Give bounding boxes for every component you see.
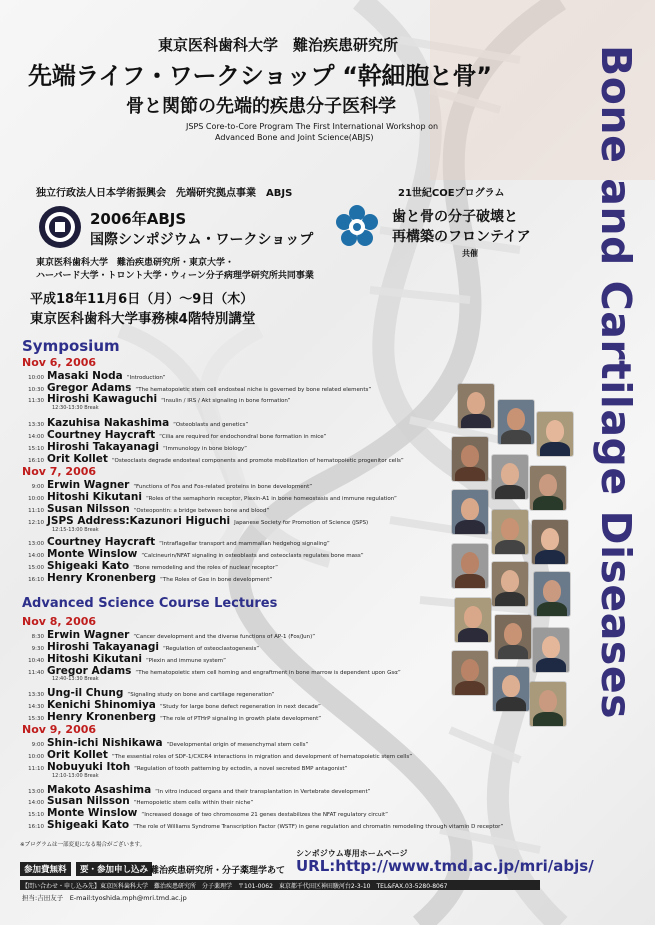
contact-email: 担当:吉田友子 E-mail:tyoshida.mph@mri.tmd.ac.jp <box>22 894 187 902</box>
face <box>461 659 479 681</box>
speaker-photo <box>458 384 494 428</box>
face <box>543 580 561 602</box>
shoulders <box>501 430 531 444</box>
speaker-name: Hiroshi Takayanagi <box>47 441 160 453</box>
face <box>541 528 559 550</box>
speaker-name: Hiroshi Takayanagi <box>47 641 160 653</box>
schedule-row <box>20 491 397 503</box>
speaker-name: Makoto Asashima <box>47 784 152 796</box>
talk-title: “Hemopoietic stem cells within their niche” <box>133 800 254 806</box>
schedule-row <box>20 515 368 527</box>
session-time: 11:30 <box>28 398 44 404</box>
session-time: 16:10 <box>28 577 44 583</box>
schedule-row <box>20 479 312 491</box>
shoulders <box>458 628 488 642</box>
coe-flower-icon <box>334 204 380 250</box>
session-time: 14:30 <box>28 704 44 710</box>
shoulders <box>495 592 525 606</box>
break-slot: 12:10-13:00 Break <box>52 773 99 779</box>
face <box>467 392 485 414</box>
speaker-name: Hiroshi Kawaguchi <box>47 393 158 405</box>
session-time: 8:30 <box>31 634 44 640</box>
speaker-photo <box>455 598 491 642</box>
session-time: 11:40 <box>28 670 44 676</box>
event-dates: 平成18年11月6日（月）〜9日（木） <box>30 292 254 307</box>
apply-to: 難治疾患研究所・分子薬理学あて <box>150 866 286 876</box>
session-time: 10:00 <box>28 496 44 502</box>
shoulders <box>533 496 563 510</box>
break-slot: 12:15-13:00 Break <box>52 527 99 533</box>
speaker-photo <box>537 412 573 456</box>
face <box>501 518 519 540</box>
coe-name-line2: 再構築のフロンテイア <box>392 229 531 245</box>
day-date: Nov 8, 2006 <box>22 615 97 628</box>
speaker-name: Hitoshi Kikutani <box>47 653 142 665</box>
session-time: 11:10 <box>28 766 44 772</box>
shoulders <box>537 602 567 616</box>
talk-title: “Regulation of tooth patterning by ectodin, a novel secreted BMP antagonist” <box>134 766 348 772</box>
talk-title: “Cancer development and the diverse functions of AP-1 (Fos/Jun)” <box>133 634 316 640</box>
break-slot: 12:30-13:30 Break <box>52 405 99 411</box>
url-label: シンポジウム専用ホームページ <box>296 849 408 858</box>
session-time: 13:00 <box>28 789 44 795</box>
speaker-name: Gregor Adams <box>47 665 132 677</box>
speaker-photo <box>495 615 531 659</box>
talk-title: “Cilia are required for endochondral bone formation in mice” <box>159 434 327 440</box>
speaker-name: Hitoshi Kikutani <box>47 491 142 503</box>
talk-title: Japanese Society for Promotion of Science (JSPS) <box>234 520 369 526</box>
speaker-photo <box>492 562 528 606</box>
schedule-row <box>20 629 315 641</box>
schedule-row <box>20 536 330 548</box>
speaker-name: Masaki Noda <box>47 370 123 382</box>
schedule-row <box>20 687 274 699</box>
schedule-row <box>20 807 388 819</box>
vertical-title <box>586 45 646 905</box>
schedule-row <box>20 761 347 773</box>
schedule-row <box>20 417 248 429</box>
shoulders <box>496 697 526 711</box>
schedule-row <box>20 819 503 831</box>
speaker-photo <box>532 520 568 564</box>
shoulders <box>455 467 485 481</box>
session-time: 10:40 <box>28 658 44 664</box>
talk-title: “Increased dosage of two chromosome 21 genes destabilizes the NFAT regulatory circuit” <box>141 812 388 818</box>
schedule-row <box>20 653 226 665</box>
talk-title: “Regulation of osteoclastogenesis” <box>163 646 260 652</box>
speaker-photo <box>492 455 528 499</box>
event-venue: 東京医科歯科大学事務棟4階特別講堂 <box>30 311 256 327</box>
schedule-row <box>20 370 165 382</box>
face <box>539 690 557 712</box>
coe-program: 21世紀COEプログラム <box>398 188 505 199</box>
talk-title: “The role of Williams Syndrome Transcription Factor (WSTF) in gene regulation and chromatin remodeling through vitamin D receptor” <box>133 824 504 830</box>
talk-title: “The hematopoietic stem cell endosteal niche is governed by bone related elements” <box>135 387 372 393</box>
shoulders <box>495 540 525 554</box>
page-title: 先端ライフ・ワークショップ “幹細胞と骨” <box>28 62 492 90</box>
speaker-name: Courtney Haycraft <box>47 536 156 548</box>
speaker-photo <box>452 437 488 481</box>
speaker-name: Gregor Adams <box>47 382 132 394</box>
session-time: 14:00 <box>28 553 44 559</box>
face <box>501 463 519 485</box>
schedule-row <box>20 711 321 723</box>
speaker-name: Erwin Wagner <box>47 479 130 491</box>
schedule-row <box>20 572 272 584</box>
talk-title: “Introduction” <box>126 375 166 381</box>
talk-title: “Calcineurin/NFAT signaling in osteoblasts and osteoclasts regulates bone mass” <box>141 553 364 559</box>
talk-title: “Bone remodeling and the roles of nuclear receptor” <box>133 565 278 571</box>
schedule-row <box>20 548 364 560</box>
fee-label: 参加費無料 <box>24 865 67 875</box>
session-time: 15:30 <box>28 716 44 722</box>
shoulders <box>455 574 485 588</box>
shoulders <box>495 485 525 499</box>
speaker-name: Monte Winslow <box>47 807 138 819</box>
schedule-row <box>20 429 326 441</box>
talk-title: “Osteoclasts degrade endosteal components and promote mobilization of hematopoietic progenitor cells” <box>111 458 404 464</box>
day-date: Nov 9, 2006 <box>22 723 97 736</box>
symposium-heading: Symposium <box>22 337 120 355</box>
session-time: 13:30 <box>28 692 44 698</box>
contact-info: 【問い合わせ・申し込み先】東京医科歯科大学 難治疾患研究所 分子薬理学 〒101-0062 東京都千代田区神田駿河台2-3-10 TEL&FAX.03-5280-8067 <box>22 883 448 890</box>
day-date: Nov 7, 2006 <box>22 465 97 478</box>
session-time: 15:10 <box>28 446 44 452</box>
speaker-photo <box>492 510 528 554</box>
program-change-note: ※プログラムは一部変更になる場合がございます。 <box>20 842 146 848</box>
session-time: 14:00 <box>28 800 44 806</box>
face <box>501 570 519 592</box>
schedule-row <box>20 560 278 572</box>
english-title-line1: JSPS Core-to-Core Program The First International Workshop on <box>186 122 439 131</box>
session-time: 12:10 <box>28 520 44 526</box>
session-time: 16:10 <box>28 824 44 830</box>
session-time: 11:10 <box>28 508 44 514</box>
speaker-photo <box>452 544 488 588</box>
face <box>502 675 520 697</box>
talk-title: “Functions of Fos and Fos-related proteins in bone development” <box>133 484 313 490</box>
session-time: 10:30 <box>28 387 44 393</box>
speaker-name: Nobuyuki Itoh <box>47 761 131 773</box>
shoulders <box>498 645 528 659</box>
speaker-name: Henry Kronenberg <box>47 711 156 723</box>
talk-title: “Osteoblasts and genetics” <box>173 422 249 428</box>
schedule-row <box>20 641 259 653</box>
speaker-name: Susan Nilsson <box>47 795 130 807</box>
session-time: 10:00 <box>28 375 44 381</box>
talk-title: “Signaling study on bone and cartilage regeneration” <box>127 692 275 698</box>
speaker-photo <box>534 572 570 616</box>
shoulders <box>533 712 563 726</box>
talk-title: “Insulin / IRS / Akt signaling in bone formation” <box>161 398 291 404</box>
speaker-name: Orit Kollet <box>47 453 108 465</box>
schedule-row <box>20 393 290 405</box>
talk-title: “The role of PTHrP signaling in growth plate development” <box>160 716 322 722</box>
shoulders <box>461 414 491 428</box>
apply-badge <box>76 862 152 876</box>
talk-title: “Roles of the semaphorin receptor, Plexin-A1 in bone homeostasis and immune regulation” <box>145 496 397 502</box>
schedule-row <box>20 699 321 711</box>
speaker-name: Shigeaki Kato <box>47 560 130 572</box>
schedule-row <box>20 441 247 453</box>
speaker-name: Shigeaki Kato <box>47 819 130 831</box>
shoulders <box>540 442 570 456</box>
cohost-line2: ハーバード大学・トロント大学・ウィーン分子病理学研究所共同事業 <box>36 271 314 281</box>
org-name: 東京医科歯科大学 難治疾患研究所 <box>158 36 399 54</box>
abjs-symposium-name: 国際シンポジウム・ワークショップ <box>90 232 314 248</box>
face <box>464 606 482 628</box>
face <box>461 498 479 520</box>
face <box>461 445 479 467</box>
talk-title: “Plexin and immune system” <box>145 658 226 664</box>
session-time: 13:30 <box>28 422 44 428</box>
session-time: 9:00 <box>31 742 44 748</box>
talk-title: “Intraflagellar transport and mammalian hedgehog signaling” <box>159 541 330 547</box>
abjs-symposium-year: 2006年ABJS <box>90 210 187 228</box>
session-time: 14:00 <box>28 434 44 440</box>
shoulders <box>535 550 565 564</box>
speaker-photo <box>530 466 566 510</box>
break-slot: 12:40-13:30 Break <box>52 676 99 682</box>
talk-title: “Developmental origin of mesenchymal stem cells” <box>166 742 309 748</box>
shoulders <box>455 520 485 534</box>
homepage-url[interactable]: URL:http://www.tmd.ac.jp/mri/abjs/ <box>296 857 594 875</box>
apply-label: 要・参加申し込み <box>80 865 149 875</box>
talk-title: “Osteopontin: a bridge between bone and blood” <box>133 508 270 514</box>
co-sponsor-label: 共催 <box>462 249 478 258</box>
schedule-row <box>20 749 412 761</box>
schedule-row <box>20 503 269 515</box>
speaker-photo <box>530 682 566 726</box>
speaker-name: Shin-ichi Nishikawa <box>47 737 163 749</box>
vertical-title-text: Bone and Cartilage Diseases <box>592 45 640 720</box>
face <box>504 623 522 645</box>
talk-title: “The essential roles of SDF-1/CXCR4 interactions in migration and development of hematopoietic stem cells” <box>111 754 413 760</box>
page-subtitle: 骨と関節の先端的疾患分子医科学 <box>126 96 396 117</box>
talk-title: “In vitro induced organs and their transplantation in Vertebrate development” <box>155 789 371 795</box>
schedule-row <box>20 453 404 465</box>
speaker-photo <box>452 651 488 695</box>
face <box>539 474 557 496</box>
speaker-name: Kenichi Shinomiya <box>47 699 156 711</box>
talk-title: “The hematopoietic stem cell homing and engraftment in bone marrow is dependent upon Gsα” <box>135 670 401 676</box>
schedule-row <box>20 795 253 807</box>
course-heading: Advanced Science Course Lectures <box>22 596 278 611</box>
speaker-name: Orit Kollet <box>47 749 108 761</box>
speaker-photo <box>533 628 569 672</box>
speaker-photo <box>493 667 529 711</box>
session-time: 10:00 <box>28 754 44 760</box>
face <box>507 408 525 430</box>
speaker-name: Ung-il Chung <box>47 687 124 699</box>
cohost-line1: 東京医科歯科大学 難治疾患研究所・東京大学・ <box>36 258 235 268</box>
speaker-name: Courtney Haycraft <box>47 429 156 441</box>
speaker-name: Henry Kronenberg <box>47 572 156 584</box>
schedule-row <box>20 737 308 749</box>
session-time: 15:00 <box>28 565 44 571</box>
jsps-seal-icon <box>38 205 82 249</box>
speaker-name: Erwin Wagner <box>47 629 130 641</box>
speaker-name: Monte Winslow <box>47 548 138 560</box>
speaker-name: JSPS Address:Kazunori Higuchi <box>47 515 231 527</box>
jsps-program: 独立行政法人日本学術振興会 先端研究拠点事業 ABJS <box>36 188 293 199</box>
face <box>461 552 479 574</box>
fee-badge <box>20 862 71 876</box>
session-time: 15:10 <box>28 812 44 818</box>
speaker-name: Susan Nilsson <box>47 503 130 515</box>
session-time: 13:00 <box>28 541 44 547</box>
session-time: 9:00 <box>31 484 44 490</box>
speaker-photo <box>452 490 488 534</box>
speaker-photo <box>498 400 534 444</box>
day-date: Nov 6, 2006 <box>22 356 97 369</box>
speaker-name: Kazuhisa Nakashima <box>47 417 170 429</box>
session-time: 9:30 <box>31 646 44 652</box>
shoulders <box>455 681 485 695</box>
coe-name-line1: 歯と骨の分子破壊と <box>392 209 518 225</box>
english-title-line2: Advanced Bone and Joint Science(ABJS) <box>215 133 374 142</box>
talk-title: “Study for large bone defect regeneration in next decade” <box>159 704 321 710</box>
face <box>546 420 564 442</box>
talk-title: “The Roles of Gsα in bone development” <box>160 577 273 583</box>
face <box>542 636 560 658</box>
talk-title: “Immunology in bone biology” <box>163 446 248 452</box>
session-time: 16:10 <box>28 458 44 464</box>
shoulders <box>536 658 566 672</box>
